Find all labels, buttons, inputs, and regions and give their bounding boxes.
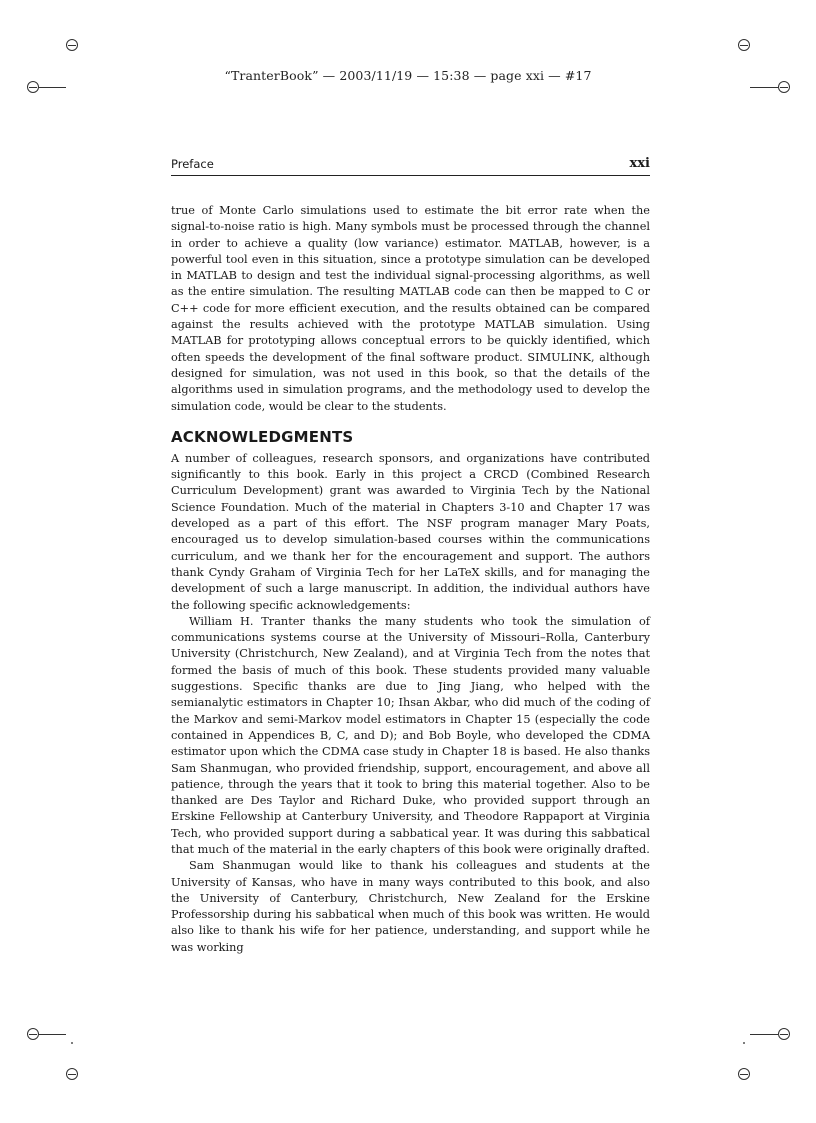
registration-mark-right-lower xyxy=(778,1028,790,1040)
crop-line-right-upper xyxy=(750,87,778,88)
crop-line-right-lower xyxy=(750,1034,778,1035)
paragraph-1: A number of colleagues, research sponsors, and organizations have contributed significantly to this book. Early in this project a CRCD (Combined Research Curriculum Development) grant was awarded to Virginia Tech by the National Science Foundation. Much of the material in Chapters 3-10 and Chapter 17 was developed as a part of this effort. The NSF program manager Mary Poats, encouraged us to develop simulation-based courses within the communications curriculum, and we thank her for the encouragement and support. The authors thank Cyndy Graham of Virginia Tech for her LaTeX skills, and for managing the development of such a large manuscript. In addition, the individual authors have the following specific acknowledgements: xyxy=(171,451,650,612)
registration-mark-bottom-left xyxy=(66,1068,78,1080)
registration-mark-bottom-right xyxy=(738,1068,750,1080)
crop-dot-right xyxy=(743,1042,745,1044)
acknowledgments-heading: ACKNOWLEDGMENTS xyxy=(171,427,354,446)
page-number: xxi xyxy=(629,156,650,171)
paragraph-2: William H. Tranter thanks the many students who took the simulation of communications systems course at the University of Missouri–Rolla, Canterbury University (Christchurch, New Zealand), and at Virginia Tech from the notes that formed the basis of much of this book. These students provided many valuable suggestions. Specific thanks are due to Jing Jiang, who helped with the semianalytic estimators in Chapter 10; Ihsan Akbar, who did much of the coding of the Markov and semi-Markov model estimators in Chapter 15 (especially the code contained in Appendices B, C, and D); and Bob Boyle, who developed the CDMA estimator upon which the CDMA case study in Chapter 18 is based. He also thanks Sam Shanmugan, who provided friendship, support, encouragement, and above all patience, through the years that it took to bring this material together. Also to be thanked are Des Taylor and Richard Duke, who provided support through an Erskine Fellowship at Canterbury University, and Theodore Rappaport at Virginia Tech, who provided support during a sabbatical year. It was during this sabbatical that much of the material in the early chapters of this book were originally drafted. xyxy=(171,614,650,856)
intro-paragraph: true of Monte Carlo simulations used to estimate the bit error rate when the signal-to-noise ratio is high. Many symbols must be processed through the channel in order to achieve a quality (low variance) estimator. MATLAB, however, is a powerful tool even in this situation, since a prototype simulation can be developed in MATLAB to design and test the individual signal-processing algorithms, as well as the entire simulation. The resulting MATLAB code can then be mapped to C or C++ code for more efficient execution, and the results obtained can be compared against the results achieved with the prototype MATLAB simulation. Using MATLAB for prototyping allows conceptual errors to be quickly identified, which often speeds the development of the final software product. SIMULINK, although designed for simulation, was not used in this book, so that the details of the algorithms used in simulation programs, and the methodology used to develop the simulation code, would be clear to the students. xyxy=(171,204,650,413)
crop-line-left-lower xyxy=(38,1034,66,1035)
crop-line-left-upper xyxy=(38,87,66,88)
page-header xyxy=(171,157,650,176)
registration-mark-top-left xyxy=(66,39,78,51)
section-title: Preface xyxy=(171,157,214,171)
crop-dot-left xyxy=(71,1042,73,1044)
registration-mark-top-right xyxy=(738,39,750,51)
paragraph-3: Sam Shanmugan would like to thank his colleagues and students at the University of Kansas, who have in many ways contributed to this book, and also the University of Canterbury, Christchurch, New Zealand for the Erskine Professorship during his sabbatical when much of this book was written. He would also like to thank his wife for her patience, understanding, and support while he was working xyxy=(171,859,650,954)
running-head: “TranterBook” — 2003/11/19 — 15:38 — page xxi — #17 xyxy=(224,68,592,83)
page-body xyxy=(171,203,650,956)
